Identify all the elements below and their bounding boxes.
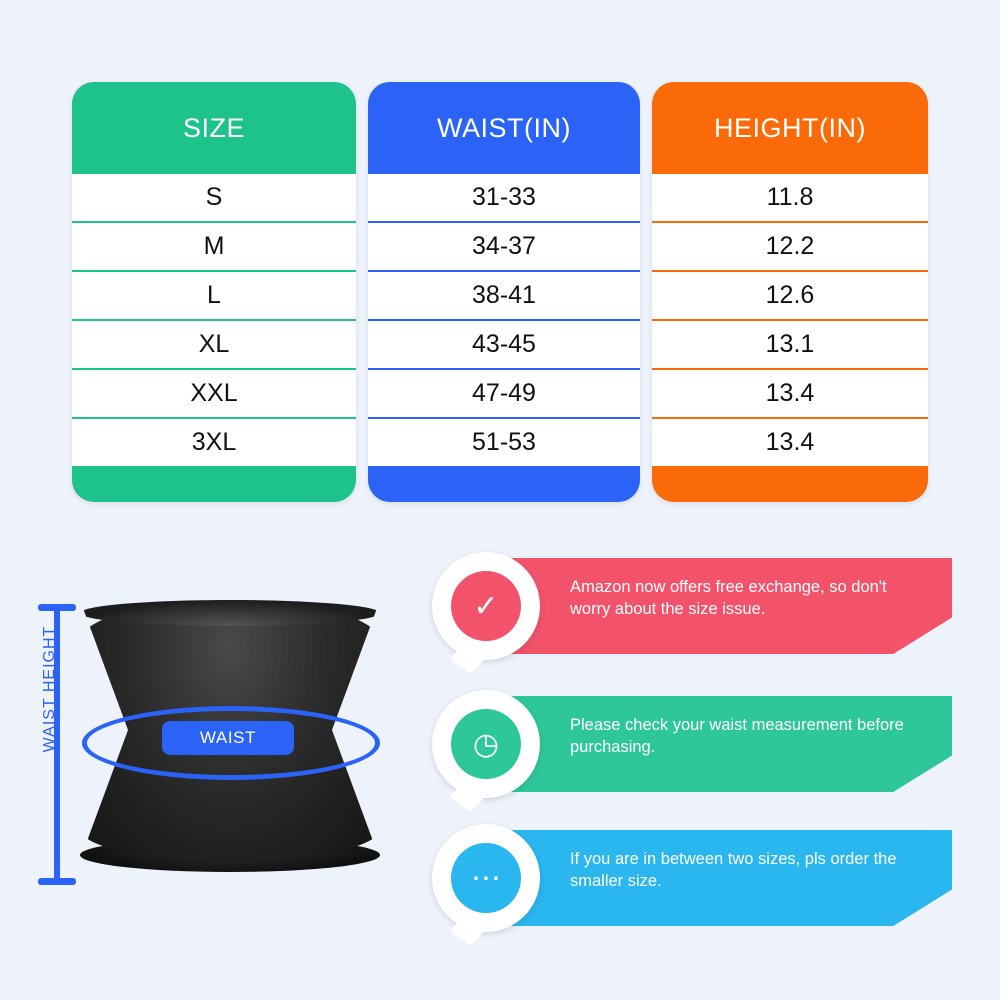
note-bubble — [432, 690, 540, 798]
table-cell: 12.6 — [652, 272, 928, 319]
table-cell: XL — [72, 321, 356, 368]
column-body-height — [652, 174, 928, 502]
table-cell: 3XL — [72, 419, 356, 466]
table-cell: 43-45 — [368, 321, 640, 368]
table-cell: 51-53 — [368, 419, 640, 466]
table-cell: L — [72, 272, 356, 319]
column-header-waist: WAIST(IN) — [437, 112, 571, 143]
table-cell: 13.4 — [652, 419, 928, 466]
table-cell: 13.4 — [652, 370, 928, 417]
table-column-height — [652, 82, 928, 502]
table-cell: 38-41 — [368, 272, 640, 319]
note-text: Please check your waist measurement before purchasing. — [570, 716, 904, 757]
column-body-waist — [368, 174, 640, 502]
waist-trainer-diagram — [20, 560, 440, 970]
waist-height-label: WAIST HEIGHT — [41, 625, 58, 753]
note-item — [432, 552, 952, 660]
chat-bubble-icon: ⋯ — [451, 843, 521, 913]
note-item — [432, 824, 952, 932]
table-cell: 34-37 — [368, 223, 640, 270]
column-header-height: HEIGHT(IN) — [714, 112, 866, 143]
table-cell: 31-33 — [368, 174, 640, 221]
lightbulb-check-icon: ✓ — [451, 571, 521, 641]
column-header-size: SIZE — [182, 112, 245, 143]
table-cell: 12.2 — [652, 223, 928, 270]
waist-label: WAIST — [162, 721, 294, 755]
table-cell: XXL — [72, 370, 356, 417]
clock-icon: ◷ — [451, 709, 521, 779]
note-text: Amazon now offers free exchange, so don't worry about the size issue. — [570, 578, 887, 619]
note-text: If you are in between two sizes, pls order the smaller size. — [570, 850, 897, 891]
table-cell: 47-49 — [368, 370, 640, 417]
table-cell: M — [72, 223, 356, 270]
notes-list — [432, 552, 972, 972]
size-chart-table — [72, 82, 928, 502]
table-cell: S — [72, 174, 356, 221]
note-bubble — [432, 552, 540, 660]
column-body-size — [72, 174, 356, 502]
table-cell: 13.1 — [652, 321, 928, 368]
note-item — [432, 690, 952, 798]
height-measure-cap-bottom — [38, 878, 76, 885]
table-cell: 11.8 — [652, 174, 928, 221]
table-column-size — [72, 82, 356, 502]
note-bubble — [432, 824, 540, 932]
table-column-waist — [368, 82, 640, 502]
